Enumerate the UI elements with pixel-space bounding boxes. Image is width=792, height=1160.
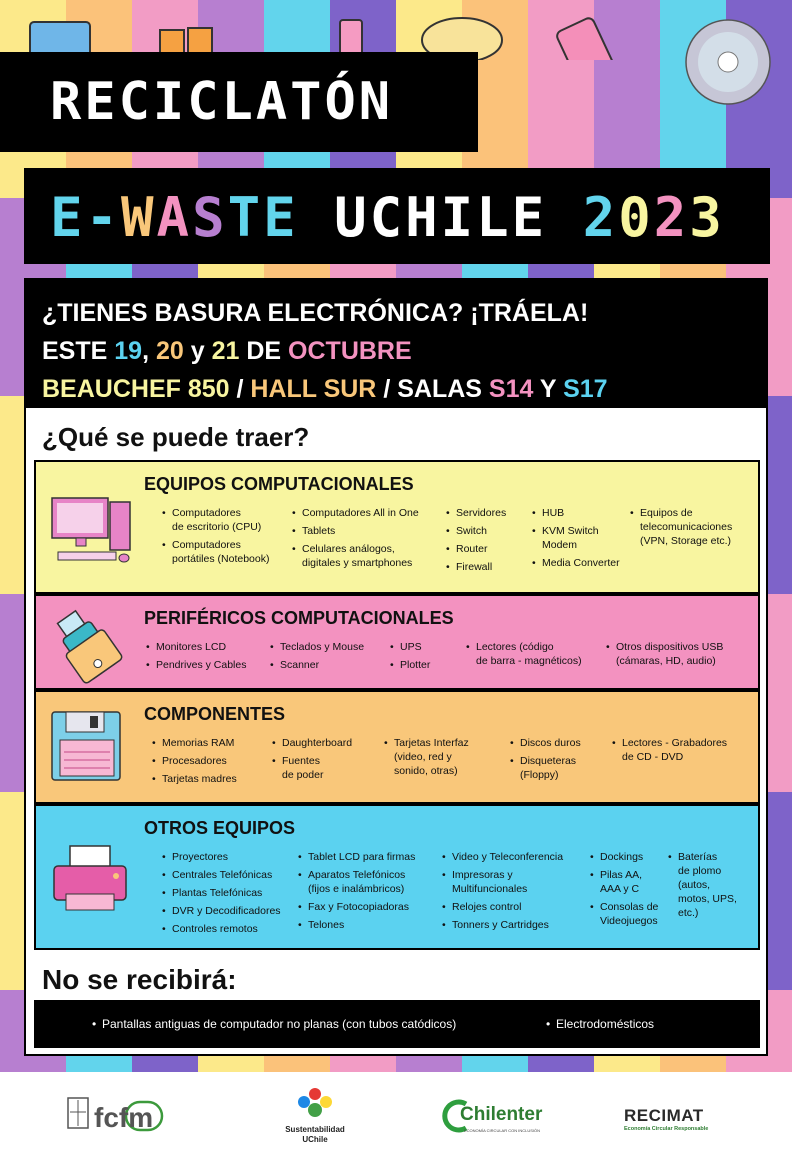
list-item: • Tablet LCD para firmas — [298, 850, 415, 864]
event-dates: ESTE 19, 20 y 21 DE OCTUBRE — [42, 337, 412, 365]
floppy-disk-icon — [48, 708, 128, 788]
list-item: • Aparatos Telefónicos (fijos e inalámbricos) — [298, 868, 415, 896]
list-item: • Servidores — [446, 506, 506, 520]
list-item: • Tablets — [292, 524, 419, 538]
title-a: A — [156, 186, 193, 249]
item-column — [162, 506, 269, 570]
year-digit: 0 — [618, 186, 654, 249]
usb-drive-icon — [48, 606, 128, 686]
items-panel — [24, 408, 768, 1056]
electronics-decor — [0, 0, 792, 60]
item-column — [152, 736, 237, 790]
background-tile — [0, 1056, 66, 1072]
list-item: • Celulares análogos, digitales y smartphones — [292, 542, 419, 570]
background-tile — [198, 1056, 264, 1072]
background-tile — [462, 1056, 528, 1072]
event-info — [24, 278, 768, 408]
list-item: • Centrales Telefónicas — [162, 868, 281, 882]
title-w: W — [121, 186, 157, 249]
category-title: PERIFÉRICOS COMPUTACIONALES — [144, 608, 454, 628]
category-perifericos — [34, 594, 760, 690]
subtitle-banner — [24, 168, 770, 264]
list-item: • Fuentes de poder — [272, 754, 352, 782]
list-item: • Router — [446, 542, 506, 556]
background-tile — [66, 1056, 132, 1072]
event-title: RECICLATÓN — [50, 72, 394, 132]
background-tile — [132, 1056, 198, 1072]
list-item: • Lectores - Grabadores de CD - DVD — [612, 736, 727, 764]
list-item: • Tarjetas madres — [152, 772, 237, 786]
item-column — [442, 850, 563, 936]
background-tile — [264, 1056, 330, 1072]
list-item: • Pilas AA, AAA y C — [590, 868, 658, 896]
list-item: • Telones — [298, 918, 415, 932]
category-componentes — [34, 690, 760, 804]
list-item: • Proyectores — [162, 850, 281, 864]
not-accepted-item: • Pantallas antiguas de computador no planas (con tubos catódicos) — [92, 1017, 456, 1031]
item-column — [390, 640, 430, 676]
item-column — [270, 640, 364, 676]
year-digit: 2 — [582, 186, 619, 249]
list-item: • Fax y Fotocopiadoras — [298, 900, 415, 914]
list-item: • KVM Switch Modem — [532, 524, 620, 552]
category-title: EQUIPOS COMPUTACIONALES — [144, 474, 414, 494]
category-title: OTROS EQUIPOS — [144, 818, 296, 838]
item-column — [272, 736, 352, 786]
computer-icon — [48, 492, 136, 576]
cd-icon — [684, 18, 772, 106]
smartphone-icon — [555, 16, 617, 60]
fcfm-logo: fcfm — [66, 1094, 166, 1143]
title-te: TE — [227, 186, 299, 249]
title-banner — [0, 52, 478, 152]
list-item: • Relojes control — [442, 900, 563, 914]
list-item: • Daughterboard — [272, 736, 352, 750]
sustentabilidad-icon — [295, 1086, 335, 1120]
list-item: • Switch — [446, 524, 506, 538]
not-accepted-list — [34, 1000, 760, 1048]
sustentabilidad-logo: Sustentabilidad UChile — [280, 1086, 350, 1145]
item-column — [606, 640, 723, 672]
item-column — [630, 506, 732, 552]
background-tile — [726, 1056, 792, 1072]
list-item: • Video y Teleconferencia — [442, 850, 563, 864]
laptop-icon — [30, 22, 90, 56]
list-item: • Monitores LCD — [146, 640, 246, 654]
background-tile — [594, 1056, 660, 1072]
item-column — [532, 506, 620, 574]
list-item: • HUB — [532, 506, 620, 520]
recimat-logo: RECIMAT Economía Circular Responsable — [624, 1106, 709, 1132]
list-item: • Otros dispositivos USB (cámaras, HD, audio) — [606, 640, 723, 668]
background-tile — [528, 1056, 594, 1072]
list-item: • Computadores All in One — [292, 506, 419, 520]
item-column — [446, 506, 506, 578]
title-s: S — [192, 186, 228, 249]
list-item: • Teclados y Mouse — [270, 640, 364, 654]
list-item: • Scanner — [270, 658, 364, 672]
not-accepted-title: No se recibirá: — [42, 964, 237, 995]
list-item: • Impresoras y Multifuncionales — [442, 868, 563, 896]
list-item: • Computadores de escritorio (CPU) — [162, 506, 269, 534]
category-otros-equipos — [34, 804, 760, 950]
title-e-dash: E- — [50, 186, 122, 249]
not-accepted-item: • Electrodomésticos — [546, 1017, 654, 1031]
item-column — [612, 736, 727, 768]
panel-title: ¿Qué se puede traer? — [42, 422, 310, 452]
category-equipos-computacionales — [34, 460, 760, 594]
list-item: • Computadores portátiles (Notebook) — [162, 538, 269, 566]
list-item: • UPS — [390, 640, 430, 654]
list-item: • Procesadores — [152, 754, 237, 768]
category-title: COMPONENTES — [144, 704, 286, 724]
background-tile — [330, 1056, 396, 1072]
item-column — [510, 736, 581, 786]
item-column — [298, 850, 415, 936]
list-item: • Firewall — [446, 560, 506, 574]
list-item: • Controles remotos — [162, 922, 281, 936]
list-item: • Memorias RAM — [152, 736, 237, 750]
item-column — [292, 506, 419, 574]
item-column — [162, 850, 281, 940]
title-uchile: UCHILE — [334, 186, 548, 249]
list-item: • Equipos de telecomunicaciones (VPN, Storage etc.) — [630, 506, 732, 548]
event-location: BEAUCHEF 850 / HALL SUR / SALAS S14 Y S17 — [42, 375, 608, 403]
list-item: • Disqueteras (Floppy) — [510, 754, 581, 782]
printer-icon — [48, 842, 132, 918]
list-item: • Lectores (código de barra - magnéticos) — [466, 640, 582, 668]
item-column — [466, 640, 582, 672]
background-tile — [594, 66, 660, 132]
item-column — [384, 736, 469, 782]
call-to-action: ¿TIENES BASURA ELECTRÓNICA? ¡TRÁELA! — [42, 299, 589, 327]
list-item: • DVR y Decodificadores — [162, 904, 281, 918]
list-item: • Discos duros — [510, 736, 581, 750]
list-item: • Baterías de plomo (autos, motos, UPS, etc.) — [668, 850, 737, 920]
list-item: • Media Converter — [532, 556, 620, 570]
list-item: • Consolas de Videojuegos — [590, 900, 658, 928]
footer-logos: fcfm Sustentabilidad UChile Chilenter ECONOMÍA CIRCULAR CON INCLUSIÓN RECIMAT Economía Circular Responsable — [0, 1072, 792, 1160]
item-column — [668, 850, 737, 924]
background-tile — [660, 1056, 726, 1072]
year-digit: 2 — [653, 186, 690, 249]
year-digit: 3 — [689, 186, 725, 249]
list-item: • Tonners y Cartridges — [442, 918, 563, 932]
item-column — [146, 640, 246, 676]
background-tile — [396, 1056, 462, 1072]
background-tile — [528, 66, 594, 132]
item-column — [590, 850, 658, 932]
list-item: • Plantas Telefónicas — [162, 886, 281, 900]
list-item: • Pendrives y Cables — [146, 658, 246, 672]
list-item: • Tarjetas Interfaz (video, red y sonido, otras) — [384, 736, 469, 778]
list-item: • Plotter — [390, 658, 430, 672]
list-item: • Dockings — [590, 850, 658, 864]
